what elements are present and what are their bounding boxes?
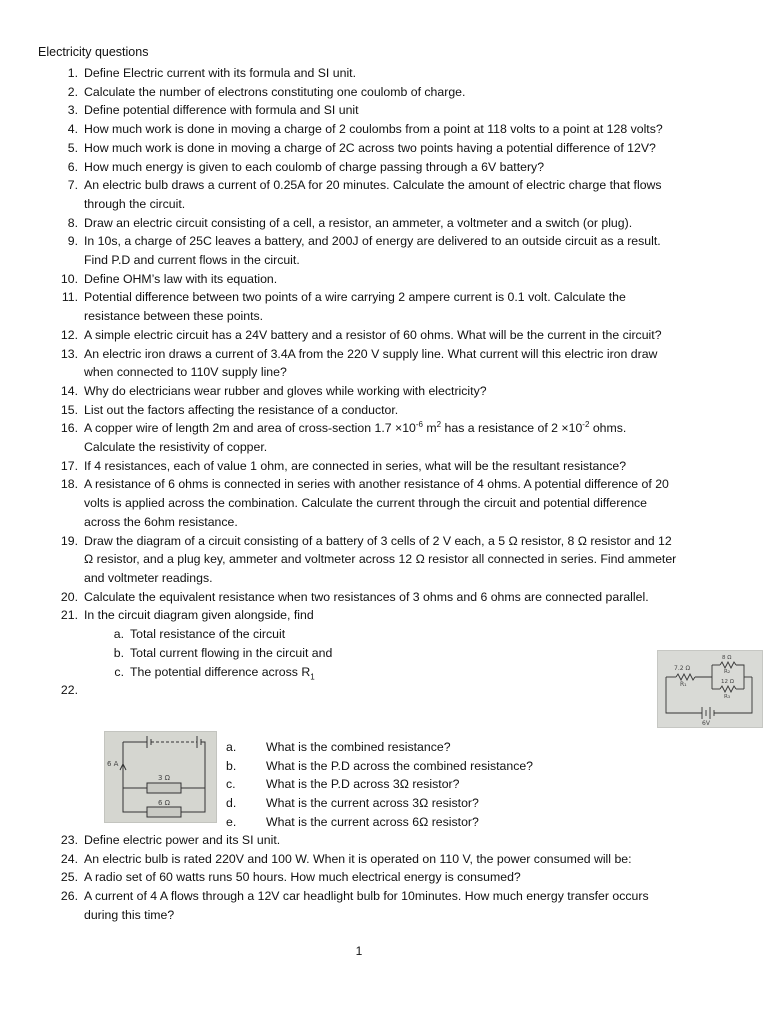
question-number: 23. (60, 833, 78, 847)
question-text: Draw the diagram of a circuit consisting of a battery of 3 cells of 2 V each, a 5 Ω resistor, 8 Ω resistor and 12 Ω resistor, and a plug key, ammeter and voltmeter across 12 Ω resistor all connected in series. Find ammeter and voltmeter readings. (84, 533, 677, 585)
question-list (38, 64, 678, 700)
question-number: 20. (60, 589, 78, 604)
question-number: 15. (60, 402, 78, 417)
question-item (38, 887, 678, 924)
sub-text: What is the P.D across the combined resistance? (266, 758, 534, 773)
label-3-ohm: 3 Ω (158, 774, 171, 782)
question-item (38, 681, 678, 700)
sub-question (226, 813, 533, 832)
q22-circuit-figure (104, 731, 217, 823)
sub-question (38, 625, 678, 644)
sub-label: b. (226, 758, 237, 773)
question-number: 18. (60, 477, 78, 492)
question-text: A current of 4 A flows through a 12V car headlight bulb for 10minutes. How much energy transfer occurs during this time? (84, 889, 649, 922)
question-text-part: ohms. Calculate the resistivity of copper. (84, 421, 627, 455)
page-title: Electricity questions (38, 45, 149, 59)
question-number: 9. (67, 234, 78, 249)
question-item (38, 382, 678, 401)
label-r2: R₂ (724, 669, 731, 675)
question-number: 16. (60, 421, 78, 436)
question-item (38, 214, 678, 233)
question-item (38, 176, 678, 213)
question-text: A simple electric circuit has a 24V battery and a resistor of 60 ohms. What will be the current in the circuit? (84, 327, 662, 342)
sub-question (226, 775, 533, 794)
question-item (38, 326, 678, 345)
q21-subitems (38, 625, 678, 681)
question-number: 12. (60, 327, 78, 342)
question-text: How much work is done in moving a charge of 2 coulombs from a point at 118 volts to a point at 128 volts? (84, 122, 663, 137)
question-text: Define OHM’s law with its equation. (84, 271, 278, 286)
question-text: A resistance of 6 ohms is connected in series with another resistance of 4 ohms. A potential difference of 20 volts is applied across the combination. Calculate the current through the circuit and potential difference across the 6ohm resistance. (84, 477, 669, 529)
label-r3-value: 12 Ω (721, 679, 734, 685)
question-number: 4. (67, 122, 78, 137)
subscript: 1 (310, 671, 315, 681)
question-text: List out the factors affecting the resistance of a conductor. (84, 402, 399, 417)
question-text-part: has a resistance of 2 ×10 (441, 421, 583, 436)
question-text: An electric iron draws a current of 3.4A from the 220 V supply line. What current will this electric iron draw when connected to 110V supply line? (84, 346, 658, 380)
question-text: Calculate the number of electrons constituting one coulomb of charge. (84, 84, 466, 99)
question-item (38, 64, 678, 83)
sub-text: Total resistance of the circuit (130, 627, 286, 642)
sub-label: c. (226, 777, 236, 792)
question-text: In 10s, a charge of 25C leaves a battery, and 200J of energy are delivered to an outside circuit as a result. Find P.D and current flows in the circuit. (84, 234, 661, 268)
label-6-ohm: 6 Ω (158, 799, 171, 807)
question-item (38, 831, 678, 850)
question-item (38, 270, 678, 289)
sub-question (38, 644, 678, 663)
question-number: 25. (60, 870, 78, 885)
question-number: 11. (61, 290, 78, 305)
question-text: Calculate the equivalent resistance when two resistances of 3 ohms and 6 ohms are connected parallel. (84, 589, 649, 604)
label-ammeter: 6 A (107, 760, 119, 768)
sub-question (38, 663, 678, 682)
question-item (38, 232, 678, 269)
question-item (38, 457, 678, 476)
question-text-part: A copper wire of length 2m and area of cross-section 1.7 ×10 (84, 421, 416, 436)
q21-circuit-figure (657, 650, 763, 728)
question-item (38, 83, 678, 102)
sub-text: What is the current across 3Ω resistor? (266, 796, 479, 811)
question-number: 13. (60, 346, 78, 361)
question-text: Define electric power and its SI unit. (84, 833, 281, 847)
sub-label: c. (114, 664, 124, 679)
question-item (38, 475, 678, 531)
question-number: 8. (67, 215, 78, 230)
question-number: 5. (67, 140, 78, 155)
question-text: How much energy is given to each coulomb of charge passing through a 6V battery? (84, 159, 545, 174)
question-text: An electric bulb draws a current of 0.25A for 20 minutes. Calculate the amount of electric charge that flows through the circuit. (84, 178, 662, 211)
sub-text (130, 663, 315, 682)
sub-question (226, 738, 533, 757)
page-number: 1 (355, 944, 363, 958)
sub-text-part: The potential difference across R (130, 664, 311, 679)
question-text: How much work is done in moving a charge of 2C across two points having a potential difference of 12V? (84, 140, 656, 155)
sub-label: b. (113, 645, 124, 660)
sub-label: a. (226, 740, 237, 754)
sub-label: d. (226, 796, 237, 811)
question-number: 10. (60, 271, 78, 286)
question-text: Why do electricians wear rubber and gloves while working with electricity? (84, 383, 487, 398)
question-number: 24. (60, 851, 78, 866)
label-r1: R₁ (680, 681, 687, 688)
question-number: 7. (67, 178, 78, 193)
question-item (38, 401, 678, 420)
question-list-continued (38, 831, 678, 925)
question-item (38, 288, 678, 325)
question-text: If 4 resistances, each of value 1 ohm, are connected in series, what will be the resultant resistance? (84, 458, 627, 473)
sub-label: e. (226, 814, 237, 829)
label-r3: R₃ (724, 694, 731, 700)
sub-question (226, 757, 533, 776)
question-text: Define Electric current with its formula and SI unit. (84, 66, 357, 80)
question-text: Define potential difference with formula and SI unit (84, 103, 359, 118)
question-number: 3. (67, 103, 78, 118)
question-item (38, 139, 678, 158)
exponent: -2 (582, 420, 590, 430)
question-number: 22. (60, 683, 78, 698)
question-number: 21. (60, 608, 78, 623)
question-text: In the circuit diagram given alongside, find (84, 608, 314, 623)
question-item (38, 532, 678, 588)
question-text: A radio set of 60 watts runs 50 hours. How much electrical energy is consumed? (84, 870, 521, 885)
sub-text: What is the combined resistance? (266, 740, 451, 754)
question-text: Draw an electric circuit consisting of a cell, a resistor, an ammeter, a voltmeter and a switch (or plug). (84, 215, 633, 230)
question-item (38, 868, 678, 887)
question-number: 2. (67, 84, 78, 99)
label-r1-value: 7.2 Ω (674, 665, 691, 672)
question-text: Potential difference between two points of a wire carrying 2 ampere current is 0.1 volt. Calculate the resistance between these points. (84, 290, 626, 324)
question-item (38, 345, 678, 382)
sub-text: What is the P.D across 3Ω resistor? (266, 777, 460, 792)
question-text-part: m (423, 421, 437, 436)
sub-text: Total current flowing in the circuit and (130, 645, 333, 660)
question-text: An electric bulb is rated 220V and 100 W. When it is operated on 110 V, the power consumed will be: (84, 851, 632, 866)
label-r2-value: 8 Ω (722, 655, 732, 661)
question-number: 26. (60, 889, 78, 904)
question-item (38, 588, 678, 607)
exponent: -6 (415, 420, 423, 430)
question-item (38, 158, 678, 177)
question-item (38, 120, 678, 139)
question-number: 19. (60, 533, 78, 548)
sub-label: a. (113, 627, 124, 642)
question-item (38, 419, 678, 456)
question-number: 1. (67, 66, 78, 80)
question-text (84, 419, 678, 456)
question-number: 17. (60, 458, 78, 473)
question-item (38, 101, 678, 120)
question-item (38, 606, 678, 625)
question-number: 14. (60, 383, 78, 398)
sub-question (226, 794, 533, 813)
sub-text: What is the current across 6Ω resistor? (266, 814, 479, 829)
exponent: 2 (436, 420, 442, 430)
q22-subitems (226, 738, 533, 832)
question-item (38, 850, 678, 869)
label-battery: 6V (702, 720, 710, 727)
question-number: 6. (67, 159, 78, 174)
